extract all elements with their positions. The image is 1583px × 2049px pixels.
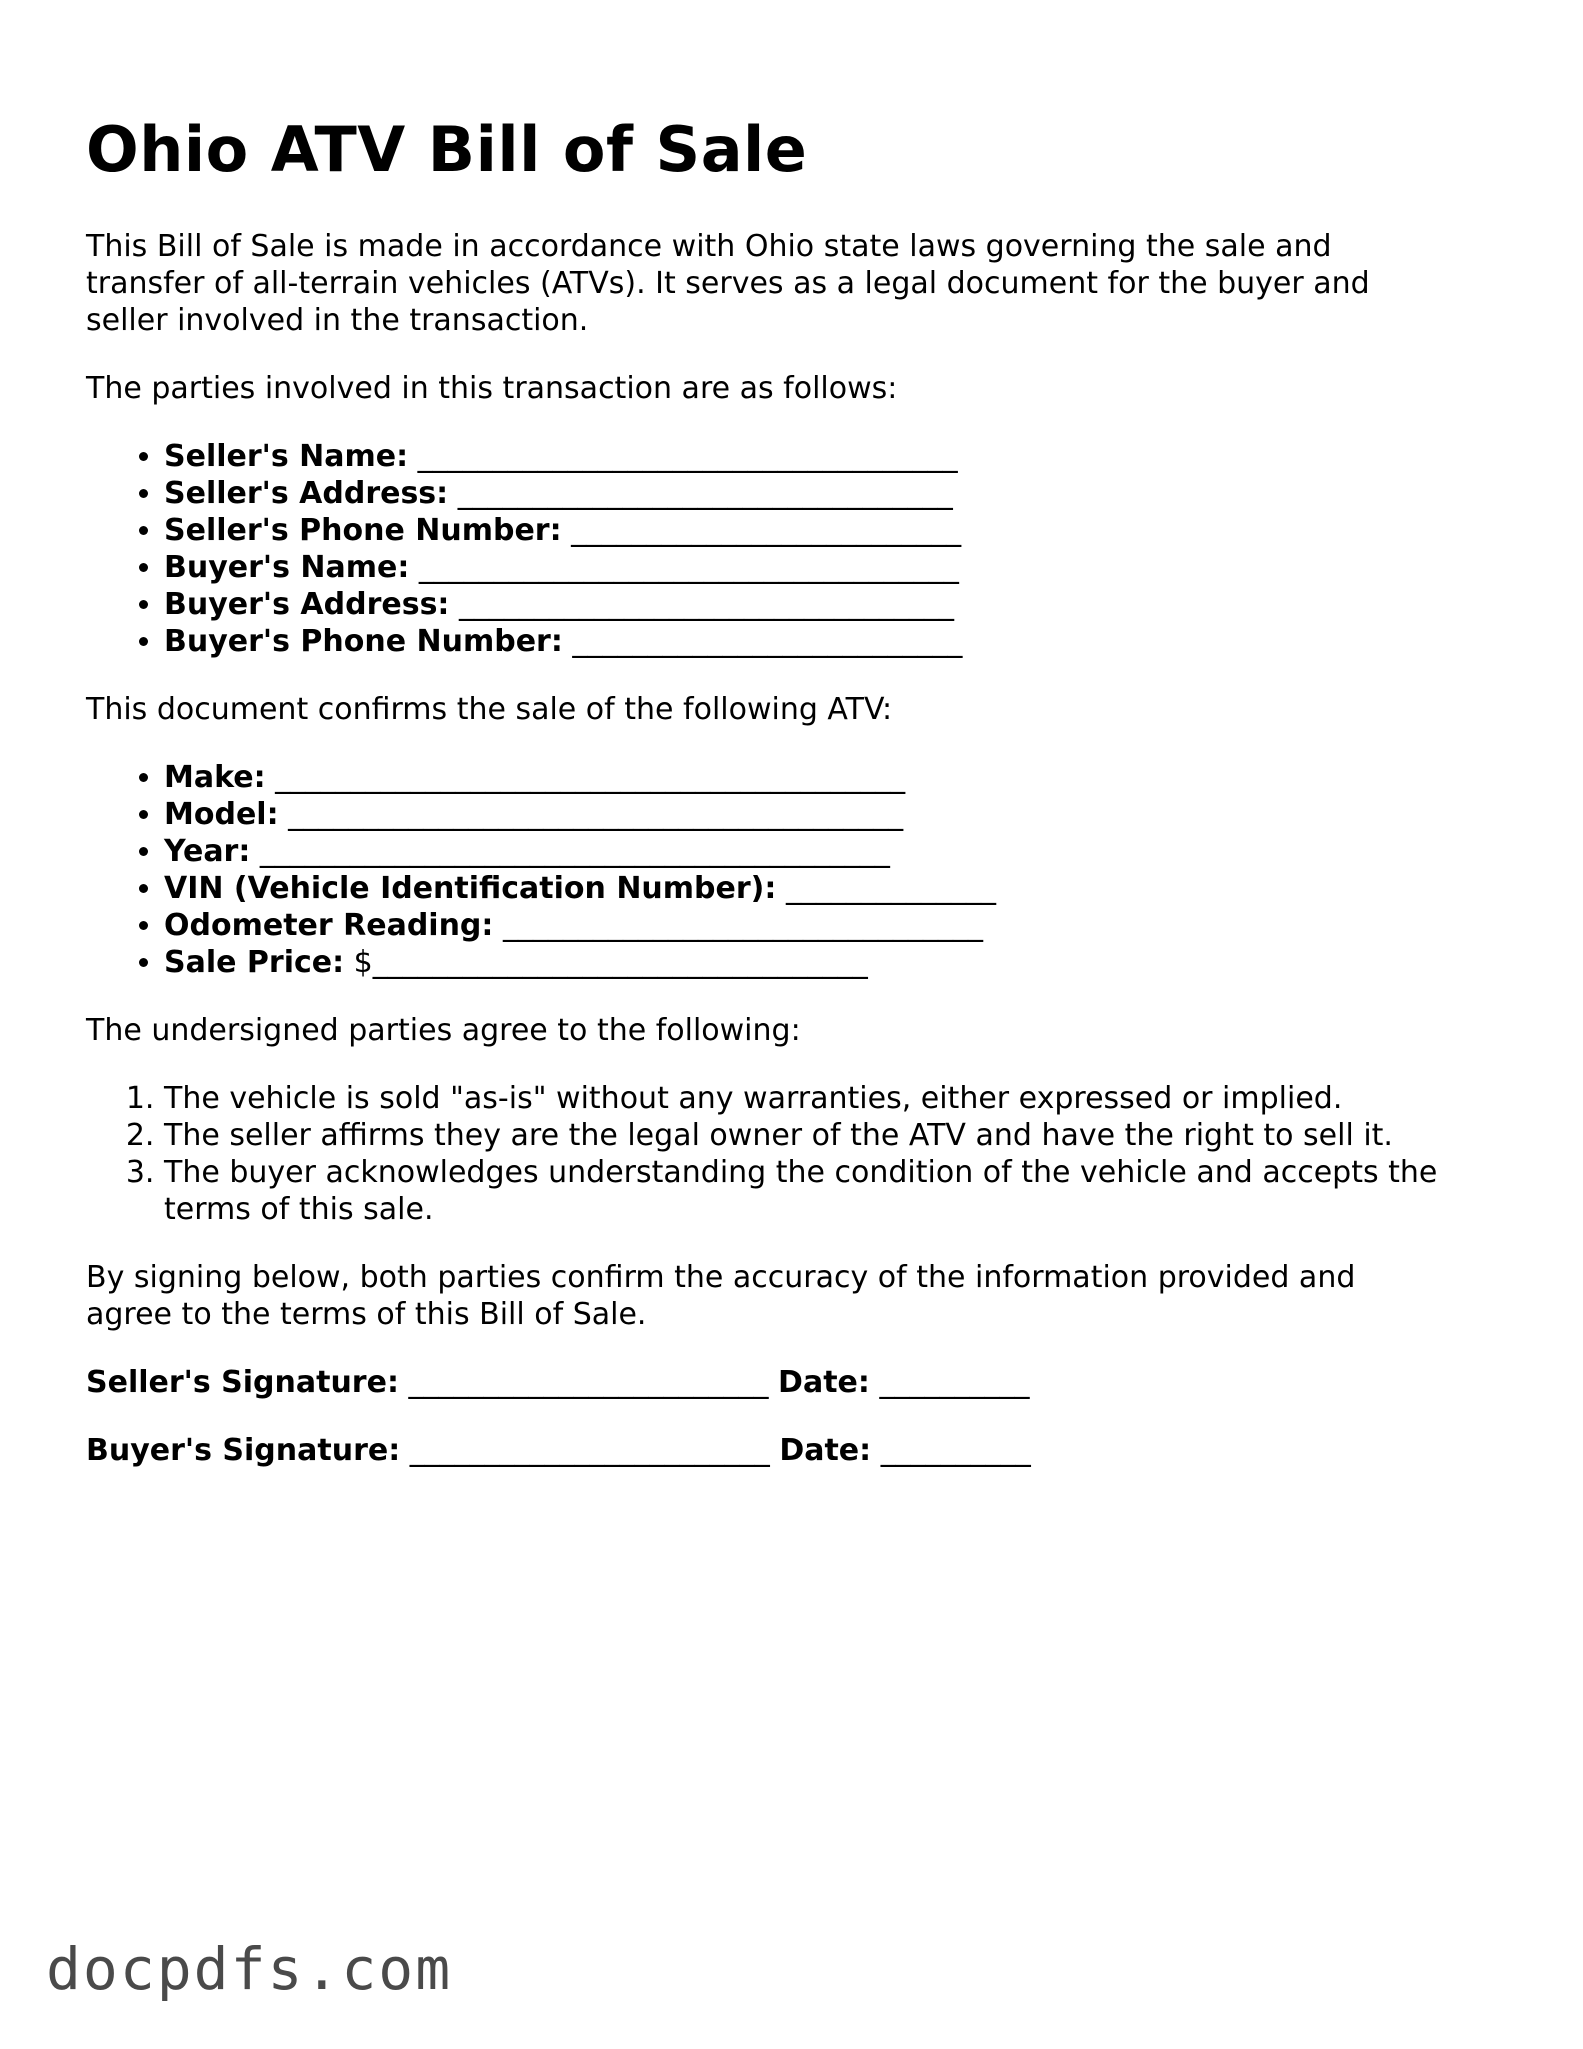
field-label: Buyer's Address: (164, 587, 450, 622)
list-item (164, 512, 1506, 549)
vehicle-intro: This document confirms the sale of the following ATV: (86, 692, 893, 727)
list-item (164, 870, 1506, 907)
field-label: Seller's Phone Number: (164, 513, 562, 548)
field-label: Buyer's Name: (164, 550, 410, 585)
blank-line: ________________________________ (502, 908, 983, 943)
field-label: Seller's Address: (164, 476, 449, 511)
list-item (164, 759, 1506, 796)
list-item: 3. The buyer acknowledges understanding the condition of the vehicle and accepts the terms of this sale. (164, 1154, 1506, 1228)
blank-line: ______________ (785, 871, 996, 906)
blank-line: _________________________________ (458, 587, 954, 622)
field-label: Seller's Name: (164, 439, 409, 474)
list-item (164, 944, 1506, 981)
blank-line: _________________________________________ (288, 797, 904, 832)
blank-line: $_________________________________ (353, 945, 868, 980)
blank-line: __________ (880, 1433, 1031, 1468)
list-item (164, 796, 1506, 833)
blank-line: __________________________________________ (259, 834, 890, 869)
blank-line: __________________________________________ (275, 760, 906, 795)
field-label: Year: (164, 834, 251, 869)
field-label: Buyer's Phone Number: (164, 624, 563, 659)
date-label: Date: (779, 1433, 872, 1468)
terms-intro: The undersigned parties agree to the following: (86, 1013, 801, 1048)
field-label: VIN (Vehicle Identification Number): (164, 871, 777, 906)
vehicle-list (86, 759, 1506, 981)
blank-line: __________ (879, 1365, 1030, 1400)
date-label: Date: (778, 1365, 870, 1400)
blank-line: ____________________________________ (418, 550, 959, 585)
parties-list (86, 438, 1506, 660)
blank-line: __________________________ (571, 513, 962, 548)
list-item: 2. The seller affirms they are the legal owner of the ATV and have the right to sell it. (164, 1117, 1506, 1154)
field-label: Odometer Reading: (164, 908, 494, 943)
intro-paragraph: This Bill of Sale is made in accordance with Ohio state laws governing the sale and transfer of all-terrain vehicles (ATVs). It serves as a legal document for the buyer and seller involved in the transaction. (86, 229, 1370, 338)
parties-intro: The parties involved in this transaction are as follows: (86, 371, 898, 406)
list-item (164, 549, 1506, 586)
watermark: docpdfs.com (46, 1935, 453, 2003)
blank-line: ________________________ (409, 1433, 770, 1468)
closing-paragraph: By signing below, both parties confirm the accuracy of the information provided and agree to the terms of this Bill of Sale. (86, 1260, 1356, 1332)
blank-line: __________________________ (572, 624, 963, 659)
document-title: Ohio ATV Bill of Sale (86, 113, 808, 186)
blank-line: _________________________________ (457, 476, 953, 511)
list-item (164, 623, 1506, 660)
seller-signature-line (86, 1364, 1506, 1401)
field-label: Sale Price: (164, 945, 345, 980)
blank-line: ________________________ (408, 1365, 769, 1400)
list-item (164, 438, 1506, 475)
signature-label: Seller's Signature: (86, 1365, 399, 1400)
field-label: Make: (164, 760, 266, 795)
buyer-signature-line (86, 1432, 1506, 1469)
list-item (164, 833, 1506, 870)
document-page (86, 0, 1506, 1469)
list-item (164, 475, 1506, 512)
signature-label: Buyer's Signature: (86, 1433, 401, 1468)
field-label: Model: (164, 797, 279, 832)
terms-list (86, 1080, 1506, 1228)
list-item: 1. The vehicle is sold "as-is" without any warranties, either expressed or implied. (164, 1080, 1506, 1117)
list-item (164, 907, 1506, 944)
blank-line: ____________________________________ (417, 439, 958, 474)
list-item (164, 586, 1506, 623)
